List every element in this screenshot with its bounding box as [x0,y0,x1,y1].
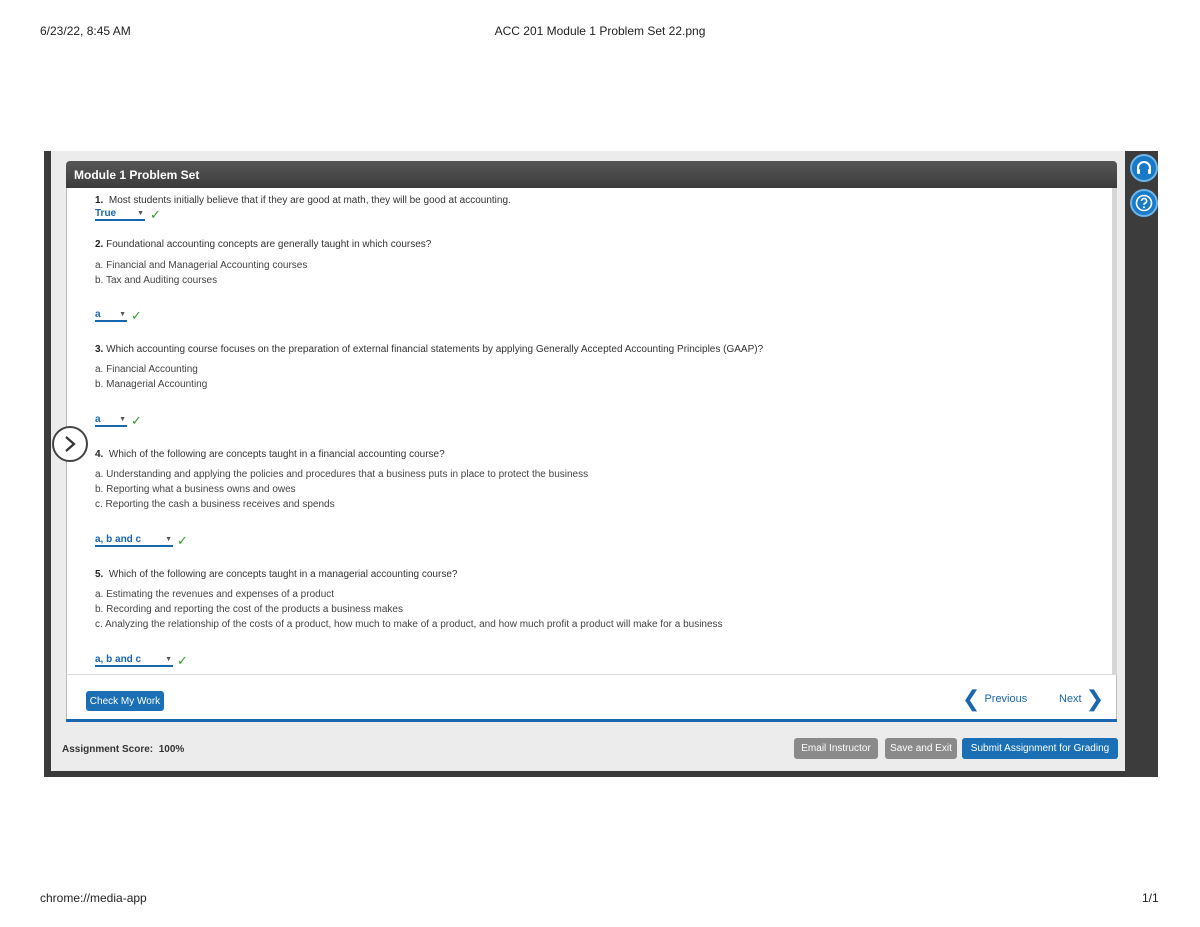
question-4-option-a: a. Understanding and applying the policies and procedures that a business puts in place to protect the business [95,469,589,480]
module-header [66,161,1117,188]
question-5-text: Which of the following are concepts taught in a managerial accounting course? [108,569,458,580]
previous-label: Previous [984,693,1028,705]
chevron-right-icon: ❯ [1085,686,1105,711]
checkmark-icon: ✓ [177,653,188,668]
question-4 [95,449,445,460]
question-5-option-a: a. Estimating the revenues and expenses of a product [95,589,335,600]
headset-icon [1135,159,1153,177]
question-2-answer: a [95,309,101,320]
next-button[interactable] [1059,686,1105,711]
question-4-number: 4. [95,449,104,460]
module-title: Module 1 Problem Set [74,168,200,182]
print-datetime: 6/23/22, 8:45 AM [40,24,131,38]
chevron-down-icon: ▼ [165,536,172,543]
checkmark-icon: ✓ [131,308,142,323]
question-4-option-c: c. Reporting the cash a business receives and spends [95,499,335,510]
question-3 [95,344,763,355]
question-4-answer-select[interactable] [95,535,173,547]
question-2-number: 2. [95,239,104,250]
check-my-work-button[interactable]: Check My Work [86,691,164,711]
question-5 [95,569,457,580]
help-icon [1135,194,1153,212]
divider [66,719,1117,722]
print-document-title: ACC 201 Module 1 Problem Set 22.png [494,24,706,38]
assignment-score [62,744,184,755]
question-1-answer-select[interactable] [95,209,145,221]
email-instructor-button[interactable]: Email Instructor [794,738,878,759]
question-3-number: 3. [95,344,104,355]
chevron-down-icon: ▼ [165,656,172,663]
question-2-answer-select[interactable] [95,310,127,322]
print-page-number: 1/1 [1142,891,1159,905]
checkmark-icon: ✓ [131,413,142,428]
chevron-left-icon: ❮ [962,686,981,711]
help-button[interactable] [1130,189,1158,217]
question-3-option-b: b. Managerial Accounting [95,379,208,390]
content-scrollbar[interactable] [1112,188,1117,674]
save-and-exit-button[interactable]: Save and Exit [885,738,957,759]
question-2-option-a: a. Financial and Managerial Accounting courses [95,260,308,271]
bottom-navigation [66,674,1117,720]
question-2 [95,239,431,250]
question-1 [95,195,511,206]
question-3-answer-select[interactable] [95,415,127,427]
question-2-option-b: b. Tax and Auditing courses [95,275,218,286]
checkmark-icon: ✓ [177,533,188,548]
headset-button[interactable] [1130,154,1158,182]
submit-assignment-button[interactable]: Submit Assignment for Grading [962,738,1118,759]
question-4-option-b: b. Reporting what a business owns and owes [95,484,296,495]
chevron-down-icon: ▼ [119,311,126,318]
question-1-number: 1. [95,195,104,206]
question-1-text: Most students initially believe that if they are good at math, they will be good at accounting. [108,195,511,206]
checkmark-icon: ✓ [150,207,161,222]
question-3-answer: a [95,414,101,425]
question-5-number: 5. [95,569,104,580]
chevron-right-icon [62,435,78,453]
question-5-option-b: b. Recording and reporting the cost of the products a business makes [95,604,403,615]
expand-panel-button[interactable] [52,426,88,462]
question-5-answer-select[interactable] [95,655,173,667]
question-1-answer: True [95,208,117,219]
previous-button[interactable] [962,686,1028,711]
next-label: Next [1059,693,1082,705]
score-value: 100% [158,744,185,755]
question-4-text: Which of the following are concepts taught in a financial accounting course? [108,449,445,460]
question-2-text: Foundational accounting concepts are generally taught in which courses? [106,239,432,250]
chevron-down-icon: ▼ [137,210,144,217]
print-url: chrome://media-app [40,891,147,905]
score-label: Assignment Score: [62,744,154,755]
question-3-text: Which accounting course focuses on the preparation of external financial statements by applying Generally Accepted Accounting Principles (GAAP)? [106,344,764,355]
chevron-down-icon: ▼ [119,416,126,423]
right-tool-strip [1125,151,1158,777]
question-5-option-c: c. Analyzing the relationship of the costs of a product, how much to make of a product, and how much profit a product will make for a business [95,619,723,630]
question-3-option-a: a. Financial Accounting [95,364,198,375]
question-4-answer: a, b and c [95,534,142,545]
question-5-answer: a, b and c [95,654,142,665]
